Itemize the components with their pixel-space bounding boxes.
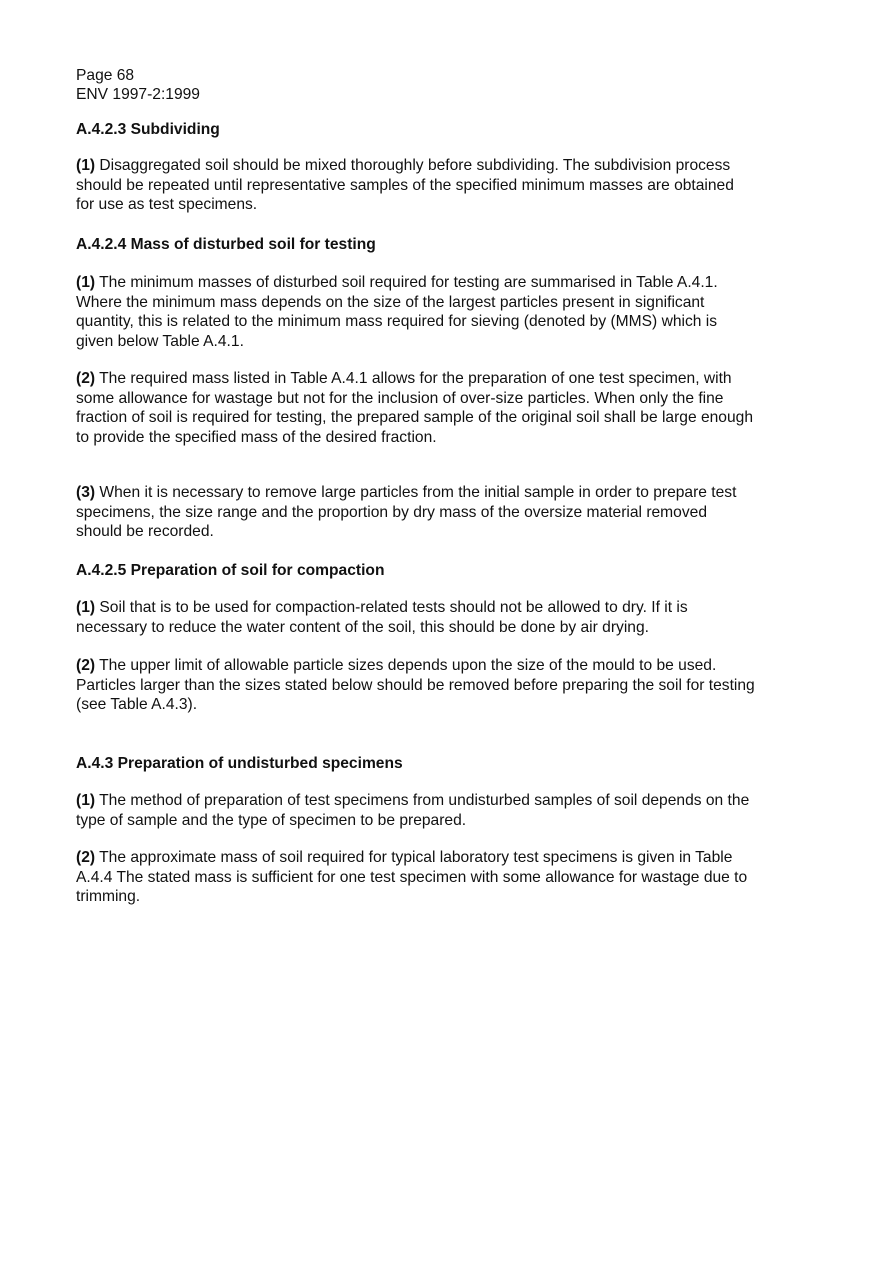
paragraph [76,598,756,637]
paragraph-number: (1) [76,792,96,809]
paragraph-text: The approximate mass of soil required for typical laboratory test specimens is given in Table A.4.4 The stated mass is sufficient for one test specimen with some allowance for wastage due to trimming. [76,849,748,906]
page-number: Page 68 [76,67,135,84]
section-heading [76,754,756,774]
paragraph-number: (3) [76,484,96,501]
paragraph-text: The required mass listed in Table A.4.1 allows for the preparation of one test specimen, with some allowance for wastage but not for the inclusion of over-size particles. When only the fine fraction of soil is required for testing, the prepared sample of the original soil shall be large enough to provide the specified mass of the desired fraction. [76,370,753,446]
paragraph-text: The upper limit of allowable particle sizes depends upon the size of the mould to be used. Particles larger than the sizes stated below should be removed before preparing the soil for testing (see Table A.4.3). [76,657,755,714]
section-heading [76,561,756,581]
section-heading [76,120,756,140]
section-title: A.4.2.3 Subdividing [76,121,220,138]
section-title: A.4.2.4 Mass of disturbed soil for testing [76,236,376,253]
paragraph [76,848,756,907]
paragraph [76,156,756,215]
paragraph [76,483,756,542]
paragraph-number: (2) [76,370,96,387]
paragraph-text: Soil that is to be used for compaction-related tests should not be allowed to dry. If it is necessary to reduce the water content of the soil, this should be done by air drying. [76,599,688,636]
paragraph-number: (1) [76,274,96,291]
paragraph-number: (2) [76,849,96,866]
paragraph-number: (1) [76,157,96,174]
paragraph-number: (2) [76,657,96,674]
paragraph-text: The method of preparation of test specimens from undisturbed samples of soil depends on the type of sample and the type of specimen to be prepared. [76,792,750,829]
page-header [76,66,756,104]
section-title: A.4.2.5 Preparation of soil for compaction [76,562,385,579]
paragraph [76,656,756,715]
paragraph-number: (1) [76,599,96,616]
paragraph [76,369,756,447]
document-id: ENV 1997-2:1999 [76,86,200,103]
paragraph-text: When it is necessary to remove large particles from the initial sample in order to prepare test specimens, the size range and the proportion by dry mass of the oversize material removed should be recorded. [76,484,737,541]
paragraph [76,273,756,351]
section-title: A.4.3 Preparation of undisturbed specimens [76,755,403,772]
paragraph [76,791,756,830]
section-heading [76,235,756,255]
paragraph-text: Disaggregated soil should be mixed thoroughly before subdividing. The subdivision process should be repeated until representative samples of the specified minimum masses are obtained for use as test specimens. [76,157,734,214]
paragraph-text: The minimum masses of disturbed soil required for testing are summarised in Table A.4.1. Where the minimum mass depends on the size of the largest particles present in significant quantity, this is related to the minimum mass required for sieving (denoted by (MMS) which is given below Table A.4.1. [76,274,718,350]
